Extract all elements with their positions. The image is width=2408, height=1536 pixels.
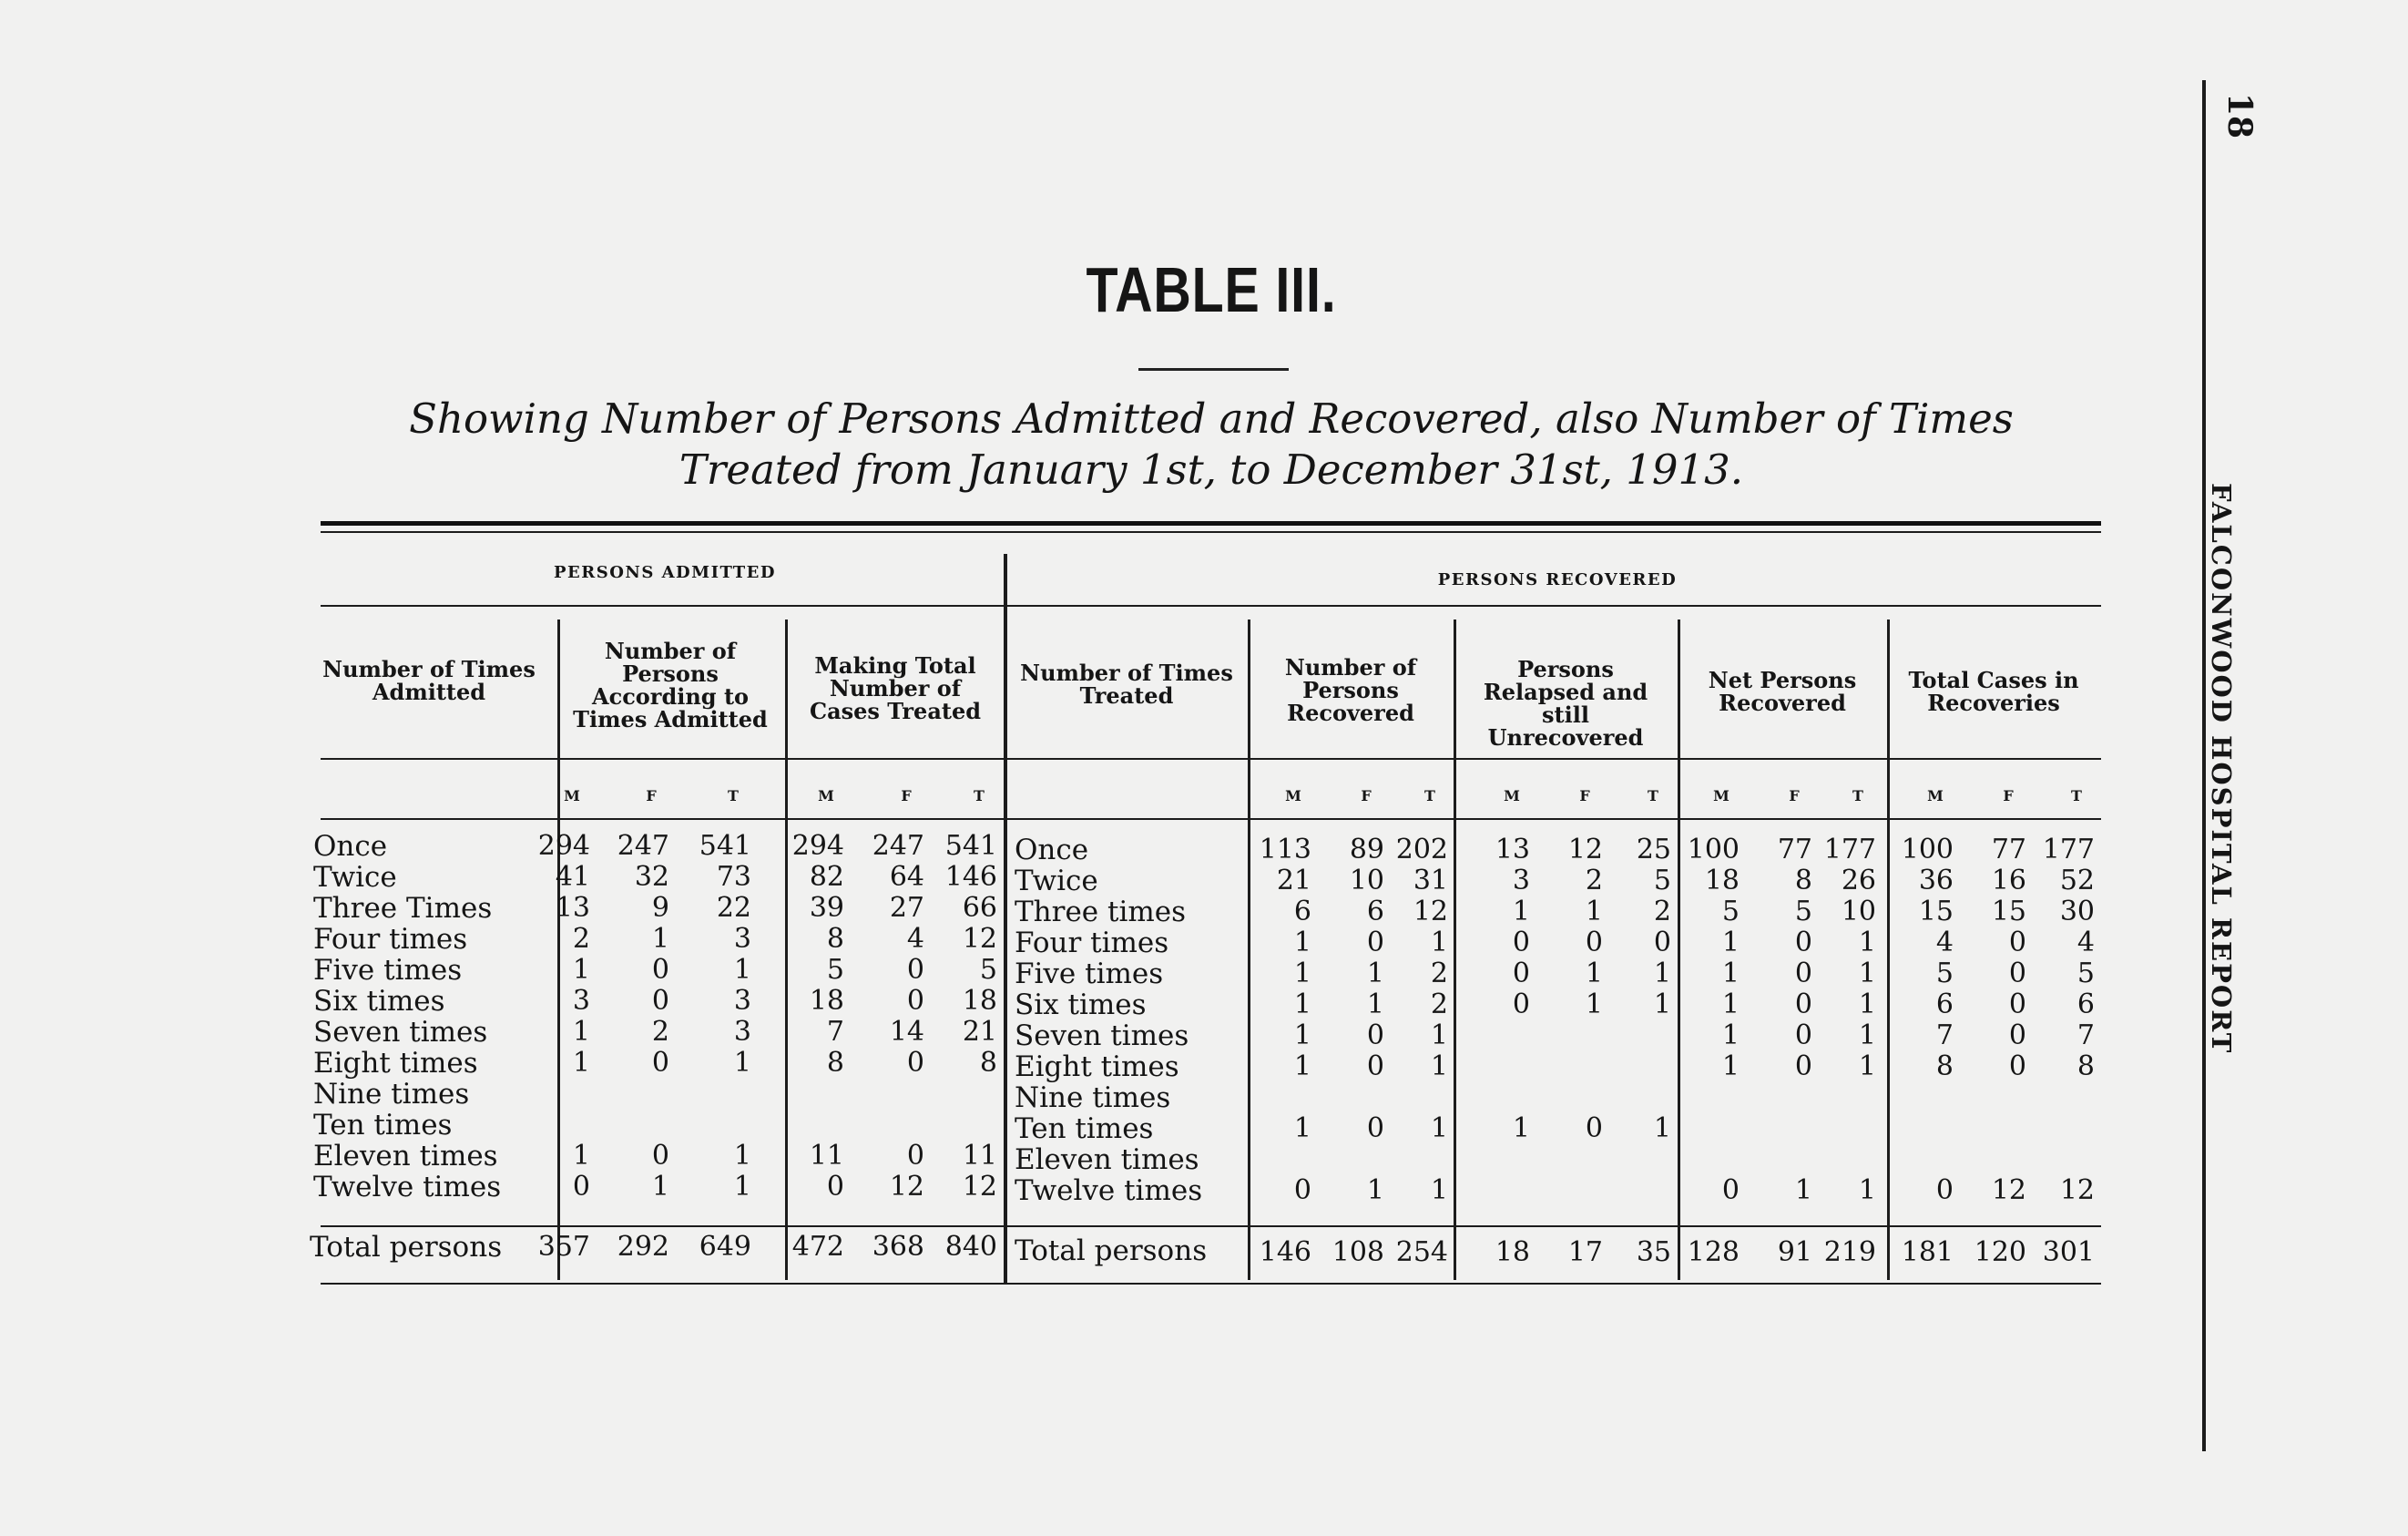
table-cell: 0 xyxy=(572,1171,590,1203)
table-cell: 8 xyxy=(979,1047,997,1079)
table-cell: 0 xyxy=(1653,927,1671,958)
table-cell: 1 xyxy=(1512,1112,1530,1144)
sub-heading-m: M xyxy=(1713,787,1729,804)
table-cell: 177 xyxy=(1823,834,1876,865)
table-cell: 31 xyxy=(1413,865,1448,896)
rule xyxy=(321,818,2101,820)
table-cell: 292 xyxy=(617,1231,669,1263)
table-cell: 15 xyxy=(1918,896,1954,927)
table-cell: 840 xyxy=(944,1231,997,1263)
group-heading-recovered: PERSONS RECOVERED xyxy=(1437,570,1678,589)
table-cell: 113 xyxy=(1259,834,1311,865)
table-cell: 1 xyxy=(1721,957,1740,989)
table-cell: 18 xyxy=(962,985,997,1017)
row-label-treated: Ten times xyxy=(1015,1112,1154,1145)
table-cell: 1 xyxy=(1293,988,1311,1020)
table-cell: 1 xyxy=(733,1047,751,1079)
table-cell: 146 xyxy=(1259,1236,1311,1268)
table-cell: 12 xyxy=(2059,1174,2095,1206)
table-cell: 0 xyxy=(1794,988,1812,1020)
table-cell: 0 xyxy=(651,1140,669,1172)
row-label-treated: Seven times xyxy=(1015,1019,1189,1052)
column-heading: Total Cases in Recoveries xyxy=(1908,667,2079,716)
row-label-admitted: Eight times xyxy=(313,1047,478,1080)
table-cell: 1 xyxy=(733,954,751,986)
table-cell: 12 xyxy=(889,1171,924,1203)
column-heading: Number of Times Treated xyxy=(1020,660,1233,709)
group-heading-admitted: PERSONS ADMITTED xyxy=(553,563,776,582)
table-cell: 1 xyxy=(1293,927,1311,958)
subtitle xyxy=(301,394,2122,496)
table-cell: 1 xyxy=(1430,927,1448,958)
table-cell: 22 xyxy=(716,892,751,924)
table-cell: 0 xyxy=(1293,1174,1311,1206)
table-cell: 0 xyxy=(651,985,669,1017)
table-cell: 3 xyxy=(1512,865,1530,896)
table-cell: 18 xyxy=(1704,865,1740,896)
table-cell: 301 xyxy=(2042,1236,2095,1268)
row-label-admitted: Five times xyxy=(313,954,463,987)
table-cell: 64 xyxy=(889,861,924,893)
table-cell: 1 xyxy=(1366,957,1384,989)
table-cell: 1 xyxy=(572,1016,590,1048)
table-cell: 4 xyxy=(1935,927,1954,958)
sub-heading-t: T xyxy=(1648,787,1658,804)
row-label-admitted: Nine times xyxy=(313,1078,470,1111)
table-cell: 1 xyxy=(1794,1174,1812,1206)
sub-heading-f: F xyxy=(1361,787,1372,804)
subtitle-line: Treated from January 1st, to December 31st, 1913. xyxy=(679,445,1744,494)
table-cell: 7 xyxy=(2076,1019,2095,1051)
table-cell: 294 xyxy=(791,830,844,862)
table-cell: 6 xyxy=(2076,988,2095,1020)
table-cell: 1 xyxy=(733,1140,751,1172)
table-cell: 8 xyxy=(1794,865,1812,896)
table-cell: 0 xyxy=(906,1140,924,1172)
table-cell: 8 xyxy=(1935,1050,1954,1082)
table-cell: 1 xyxy=(1858,1019,1876,1051)
table-cell: 1 xyxy=(1858,927,1876,958)
table-cell: 1 xyxy=(572,1047,590,1079)
table-cell: 0 xyxy=(906,1047,924,1079)
table-cell: 1 xyxy=(1585,988,1603,1020)
table-cell: 27 xyxy=(889,892,924,924)
column-heading: Persons Relapsed and still Unrecovered xyxy=(1483,656,1648,751)
table-cell: 15 xyxy=(1991,896,2026,927)
table-cell: 16 xyxy=(1991,865,2026,896)
row-label-admitted: Twelve times xyxy=(313,1171,502,1203)
table-cell: 0 xyxy=(1935,1174,1954,1206)
table-cell: 0 xyxy=(1585,927,1603,958)
table-cell: 0 xyxy=(906,985,924,1017)
table-cell: 4 xyxy=(906,923,924,955)
sub-heading-m: M xyxy=(1927,787,1944,804)
table-cell: 120 xyxy=(1974,1236,2026,1268)
table-cell: 14 xyxy=(889,1016,924,1048)
table-cell: 202 xyxy=(1395,834,1448,865)
sub-heading-m: M xyxy=(1285,787,1301,804)
table-cell: 0 xyxy=(1794,1019,1812,1051)
running-head: FALCONWOOD HOSPITAL REPORT xyxy=(2206,483,2237,1055)
table-cell: 1 xyxy=(1430,1050,1448,1082)
table-cell: 1 xyxy=(572,1140,590,1172)
table-cell: 0 xyxy=(1585,1112,1603,1144)
row-label-treated: Nine times xyxy=(1015,1081,1171,1114)
table-cell: 177 xyxy=(2042,834,2095,865)
sub-heading-f: F xyxy=(2003,787,2014,804)
sub-heading-f: F xyxy=(1579,787,1590,804)
table-cell: 357 xyxy=(537,1231,590,1263)
total-label-admitted: Total persons xyxy=(310,1231,503,1264)
table-cell: 2 xyxy=(651,1016,669,1048)
table-cell: 100 xyxy=(1901,834,1954,865)
table-cell: 5 xyxy=(979,954,997,986)
section-divider xyxy=(1004,554,1007,1283)
sub-heading-m: M xyxy=(818,787,834,804)
table-cell: 77 xyxy=(1777,834,1812,865)
table-cell: 1 xyxy=(1366,988,1384,1020)
table-cell: 12 xyxy=(962,1171,997,1203)
table-cell: 13 xyxy=(555,892,590,924)
row-label-treated: Four times xyxy=(1015,927,1169,959)
table-cell: 1 xyxy=(1653,957,1671,989)
table-cell: 21 xyxy=(962,1016,997,1048)
table-cell: 1 xyxy=(1858,988,1876,1020)
table-cell: 8 xyxy=(826,923,844,955)
table-cell: 1 xyxy=(1366,1174,1384,1206)
table-top-rule-thin xyxy=(321,531,2101,533)
table-title: TABLE III. xyxy=(1086,254,1337,325)
table-cell: 128 xyxy=(1687,1236,1740,1268)
table-cell: 1 xyxy=(1721,1050,1740,1082)
row-label-admitted: Seven times xyxy=(313,1016,488,1049)
row-label-treated: Once xyxy=(1015,834,1089,866)
column-divider xyxy=(1454,620,1456,1280)
sub-heading-f: F xyxy=(646,787,657,804)
table-cell: 10 xyxy=(1349,865,1384,896)
sub-heading-f: F xyxy=(1789,787,1800,804)
table-cell: 91 xyxy=(1777,1236,1812,1268)
sub-heading-t: T xyxy=(2071,787,2082,804)
table-cell: 3 xyxy=(733,923,751,955)
table-cell: 1 xyxy=(572,954,590,986)
sub-heading-m: M xyxy=(564,787,580,804)
subtitle-line: Showing Number of Persons Admitted and Recovered, also Number of Times xyxy=(409,394,2014,443)
table-cell: 181 xyxy=(1901,1236,1954,1268)
table-cell: 541 xyxy=(944,830,997,862)
table-cell: 100 xyxy=(1687,834,1740,865)
rule xyxy=(321,1283,2101,1285)
table-cell: 1 xyxy=(1585,957,1603,989)
table-cell: 649 xyxy=(699,1231,751,1263)
column-heading: Number of Times Admitted xyxy=(322,656,536,705)
table-cell: 5 xyxy=(1653,865,1671,896)
column-heading: Net Persons Recovered xyxy=(1708,667,1857,716)
sub-heading-t: T xyxy=(974,787,985,804)
table-cell: 219 xyxy=(1823,1236,1876,1268)
table-cell: 1 xyxy=(1585,896,1603,927)
table-cell: 2 xyxy=(1430,957,1448,989)
table-cell: 8 xyxy=(826,1047,844,1079)
table-cell: 12 xyxy=(1567,834,1603,865)
row-label-treated: Six times xyxy=(1015,988,1147,1021)
table-cell: 52 xyxy=(2059,865,2095,896)
table-cell: 10 xyxy=(1841,896,1876,927)
table-cell: 3 xyxy=(572,985,590,1017)
table-cell: 1 xyxy=(733,1171,751,1203)
table-cell: 4 xyxy=(2076,927,2095,958)
table-cell: 0 xyxy=(1794,957,1812,989)
row-label-treated: Twelve times xyxy=(1015,1174,1203,1207)
table-cell: 1 xyxy=(1653,1112,1671,1144)
table-cell: 0 xyxy=(1366,1019,1384,1051)
table-cell: 0 xyxy=(906,954,924,986)
table-cell: 25 xyxy=(1636,834,1671,865)
table-cell: 32 xyxy=(634,861,669,893)
table-cell: 18 xyxy=(1495,1236,1530,1268)
table-cell: 294 xyxy=(537,830,590,862)
sub-heading-m: M xyxy=(1504,787,1520,804)
table-cell: 12 xyxy=(1413,896,1448,927)
table-cell: 39 xyxy=(809,892,844,924)
table-cell: 247 xyxy=(872,830,924,862)
table-cell: 35 xyxy=(1636,1236,1671,1268)
table-cell: 5 xyxy=(1935,957,1954,989)
table-cell: 1 xyxy=(1858,957,1876,989)
table-cell: 1 xyxy=(1721,1019,1740,1051)
table-cell: 1 xyxy=(1653,988,1671,1020)
table-cell: 0 xyxy=(651,1047,669,1079)
table-cell: 12 xyxy=(962,923,997,955)
table-cell: 1 xyxy=(1430,1019,1448,1051)
table-cell: 21 xyxy=(1276,865,1311,896)
table-cell: 0 xyxy=(1721,1174,1740,1206)
row-label-admitted: Ten times xyxy=(313,1109,453,1142)
table-cell: 26 xyxy=(1841,865,1876,896)
table-cell: 0 xyxy=(651,954,669,986)
table-cell: 1 xyxy=(1858,1050,1876,1082)
table-cell: 36 xyxy=(1918,865,1954,896)
table-cell: 472 xyxy=(791,1231,844,1263)
table-cell: 17 xyxy=(1567,1236,1603,1268)
row-label-treated: Three times xyxy=(1015,896,1187,928)
table-cell: 3 xyxy=(733,1016,751,1048)
table-cell: 0 xyxy=(1366,1112,1384,1144)
rule xyxy=(321,758,2101,760)
table-cell: 8 xyxy=(2076,1050,2095,1082)
column-heading: Number of Persons Recovered xyxy=(1284,654,1417,726)
table-cell: 2 xyxy=(572,923,590,955)
table-cell: 0 xyxy=(2008,1050,2026,1082)
sub-heading-t: T xyxy=(1852,787,1863,804)
table-cell: 0 xyxy=(2008,927,2026,958)
table-cell: 77 xyxy=(1991,834,2026,865)
table-cell: 368 xyxy=(872,1231,924,1263)
sub-heading-f: F xyxy=(901,787,912,804)
table-cell: 2 xyxy=(1653,896,1671,927)
row-label-admitted: Twice xyxy=(313,861,397,894)
table-cell: 5 xyxy=(2076,957,2095,989)
table-cell: 1 xyxy=(1721,988,1740,1020)
table-cell: 1 xyxy=(1512,896,1530,927)
table-cell: 0 xyxy=(2008,988,2026,1020)
table-cell: 11 xyxy=(962,1140,997,1172)
table-cell: 1 xyxy=(651,1171,669,1203)
table-cell: 5 xyxy=(826,954,844,986)
table-cell: 1 xyxy=(1430,1112,1448,1144)
table-cell: 0 xyxy=(1366,927,1384,958)
table-cell: 82 xyxy=(809,861,844,893)
table-cell: 6 xyxy=(1366,896,1384,927)
table-cell: 66 xyxy=(962,892,997,924)
table-cell: 108 xyxy=(1332,1236,1384,1268)
table-cell: 12 xyxy=(1991,1174,2026,1206)
table-cell: 2 xyxy=(1430,988,1448,1020)
row-label-treated: Twice xyxy=(1015,865,1098,897)
table-cell: 1 xyxy=(1293,957,1311,989)
table-cell: 0 xyxy=(1794,1050,1812,1082)
table-cell: 0 xyxy=(1512,988,1530,1020)
table-cell: 5 xyxy=(1721,896,1740,927)
table-cell: 0 xyxy=(1794,927,1812,958)
table-cell: 18 xyxy=(809,985,844,1017)
table-cell: 30 xyxy=(2059,896,2095,927)
table-cell: 254 xyxy=(1395,1236,1448,1268)
row-label-admitted: Eleven times xyxy=(313,1140,498,1172)
table-cell: 0 xyxy=(2008,957,2026,989)
sub-heading-t: T xyxy=(728,787,739,804)
table-cell: 73 xyxy=(716,861,751,893)
table-cell: 6 xyxy=(1293,896,1311,927)
row-label-admitted: Three Times xyxy=(313,892,493,925)
row-label-admitted: Six times xyxy=(313,985,445,1018)
table-cell: 0 xyxy=(1512,927,1530,958)
page-number: 18 xyxy=(2220,92,2259,139)
table-cell: 247 xyxy=(617,830,669,862)
table-cell: 0 xyxy=(2008,1019,2026,1051)
row-label-admitted: Once xyxy=(313,830,388,863)
table-cell: 7 xyxy=(1935,1019,1954,1051)
table-cell: 541 xyxy=(699,830,751,862)
table-cell: 1 xyxy=(1293,1112,1311,1144)
column-heading: Making Total Number of Cases Treated xyxy=(809,652,981,724)
table-cell: 1 xyxy=(1430,1174,1448,1206)
table-top-rule xyxy=(321,521,2101,526)
table-cell: 1 xyxy=(651,923,669,955)
rule xyxy=(321,605,2101,607)
rule xyxy=(321,1225,2101,1227)
table-cell: 3 xyxy=(733,985,751,1017)
table-cell: 0 xyxy=(1512,957,1530,989)
row-label-treated: Eight times xyxy=(1015,1050,1179,1083)
table-cell: 11 xyxy=(809,1140,844,1172)
column-heading: Number of Persons According to Times Admitted xyxy=(573,638,768,732)
table-cell: 146 xyxy=(944,861,997,893)
row-label-admitted: Four times xyxy=(313,923,468,956)
table-cell: 2 xyxy=(1585,865,1603,896)
table-cell: 1 xyxy=(1293,1050,1311,1082)
title-rule xyxy=(1138,368,1289,371)
sub-heading-t: T xyxy=(1424,787,1435,804)
table-cell: 7 xyxy=(826,1016,844,1048)
table-cell: 9 xyxy=(651,892,669,924)
row-label-treated: Eleven times xyxy=(1015,1143,1199,1176)
table-cell: 6 xyxy=(1935,988,1954,1020)
table-cell: 13 xyxy=(1495,834,1530,865)
row-label-treated: Five times xyxy=(1015,957,1164,990)
table-cell: 5 xyxy=(1794,896,1812,927)
table-cell: 1 xyxy=(1721,927,1740,958)
total-label-treated: Total persons xyxy=(1015,1234,1208,1267)
table-cell: 0 xyxy=(826,1171,844,1203)
table-cell: 0 xyxy=(1366,1050,1384,1082)
table-cell: 89 xyxy=(1349,834,1384,865)
table-cell: 41 xyxy=(555,861,590,893)
table-cell: 1 xyxy=(1858,1174,1876,1206)
table-cell: 1 xyxy=(1293,1019,1311,1051)
